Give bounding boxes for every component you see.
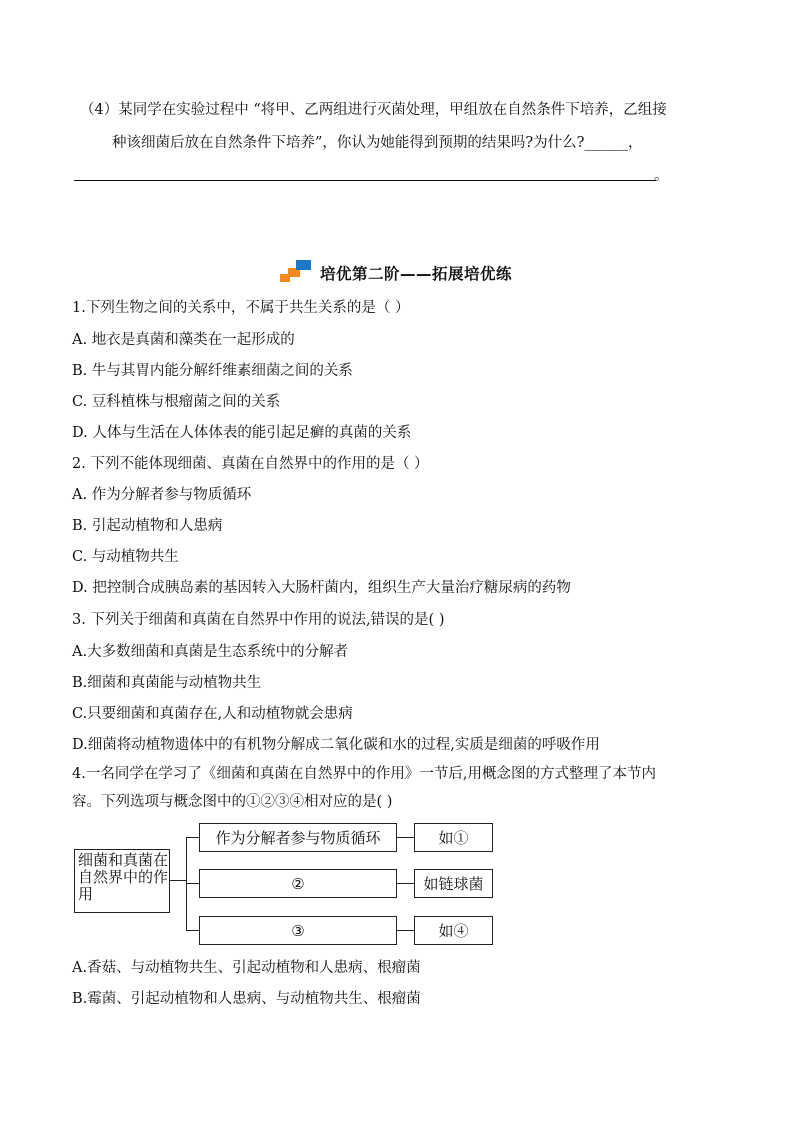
connector-branch-2 — [186, 883, 199, 884]
q2-option-c: C. 与动植物共生 — [72, 549, 179, 565]
concept-root — [74, 849, 170, 913]
q4-stem-line2: 容。下列选项与概念图中的①②③④相对应的是( ) — [72, 794, 393, 810]
connector-branch-1 — [186, 837, 199, 838]
concept-branch-2 — [199, 869, 397, 898]
concept-branch-1-label: 作为分解者参与物质循环 — [215, 829, 381, 847]
connector-root — [170, 880, 186, 881]
q4-option-a: A.香菇、与动植物共生、引起动植物和人患病、根瘤菌 — [72, 960, 421, 976]
concept-branch-1 — [199, 823, 397, 852]
q3-option-a: A.大多数细菌和真菌是生态系统中的分解者 — [72, 644, 349, 660]
q2-stem: 2. 下列不能体现细菌、真菌在自然界中的作用的是（ ） — [72, 456, 429, 472]
concept-example-2 — [414, 869, 493, 898]
q2-option-b: B. 引起动植物和人患病 — [72, 518, 223, 534]
q1-option-a: A. 地衣是真菌和藻类在一起形成的 — [72, 332, 295, 348]
concept-example-1 — [414, 823, 493, 852]
stairs-icon — [280, 260, 314, 286]
q3-option-b: B.细菌和真菌能与动植物共生 — [72, 675, 262, 691]
answer-blank-line[interactable] — [74, 180, 656, 181]
concept-branch-2-label: ② — [291, 874, 305, 893]
concept-branch-3-label: ③ — [291, 921, 305, 940]
q1-option-c: C. 豆科植株与根瘤菌之间的关系 — [72, 394, 281, 410]
q4-line1: （4）某同学在实验过程中 “将甲、乙两组进行灭菌处理，甲组放在自然条件下培养，乙组接 — [80, 102, 667, 118]
q3-option-d: D.细菌将动植物遗体中的有机物分解成二氧化碳和水的过程,实质是细菌的呼吸作用 — [72, 737, 600, 753]
q1-option-b: B. 牛与其胃内能分解纤维素细菌之间的关系 — [72, 363, 353, 379]
section-heading — [280, 258, 512, 288]
concept-example-1-label: 如① — [438, 829, 469, 847]
connector-example-2 — [397, 883, 414, 884]
q3-stem: 3. 下列关于细菌和真菌在自然界中作用的说法,错误的是( ) — [72, 612, 445, 628]
concept-example-3-label: 如④ — [438, 922, 469, 940]
q2-option-d: D. 把控制合成胰岛素的基因转入大肠杆菌内，组织生产大量治疗糖尿病的药物 — [72, 580, 571, 596]
section-title: 培优第二阶——拓展培优练 — [320, 265, 513, 283]
concept-root-label: 细菌和真菌在自然界中的作用 — [78, 851, 169, 903]
concept-example-3 — [414, 916, 493, 945]
connector-example-1 — [397, 837, 414, 838]
concept-example-2-label: 如链球菌 — [423, 875, 484, 893]
q1-stem: 1.下列生物之间的关系中，不属于共生关系的是（ ） — [72, 300, 410, 316]
q3-option-c: C.只要细菌和真菌存在,人和动植物就会患病 — [72, 706, 353, 722]
q4-end-mark: 。 — [654, 168, 669, 184]
connector-example-3 — [397, 930, 414, 931]
q2-option-a: A. 作为分解者参与物质循环 — [72, 487, 252, 503]
connector-trunk — [186, 837, 187, 931]
q1-option-d: D. 人体与生活在人体体表的能引起足癣的真菌的关系 — [72, 425, 412, 441]
q4-stem-line1: 4.一名同学在学习了《细菌和真菌在自然界中的作用》一节后,用概念图的方式整理了本节内 — [72, 766, 656, 782]
concept-branch-3 — [199, 916, 397, 945]
q4-option-b: B.霉菌、引起动植物和人患病、与动植物共生、根瘤菌 — [72, 991, 421, 1007]
q4-line2: 种该细菌后放在自然条件下培养”，你认为她能得到预期的结果吗?为什么?______， — [112, 135, 643, 151]
connector-branch-3 — [186, 930, 199, 931]
